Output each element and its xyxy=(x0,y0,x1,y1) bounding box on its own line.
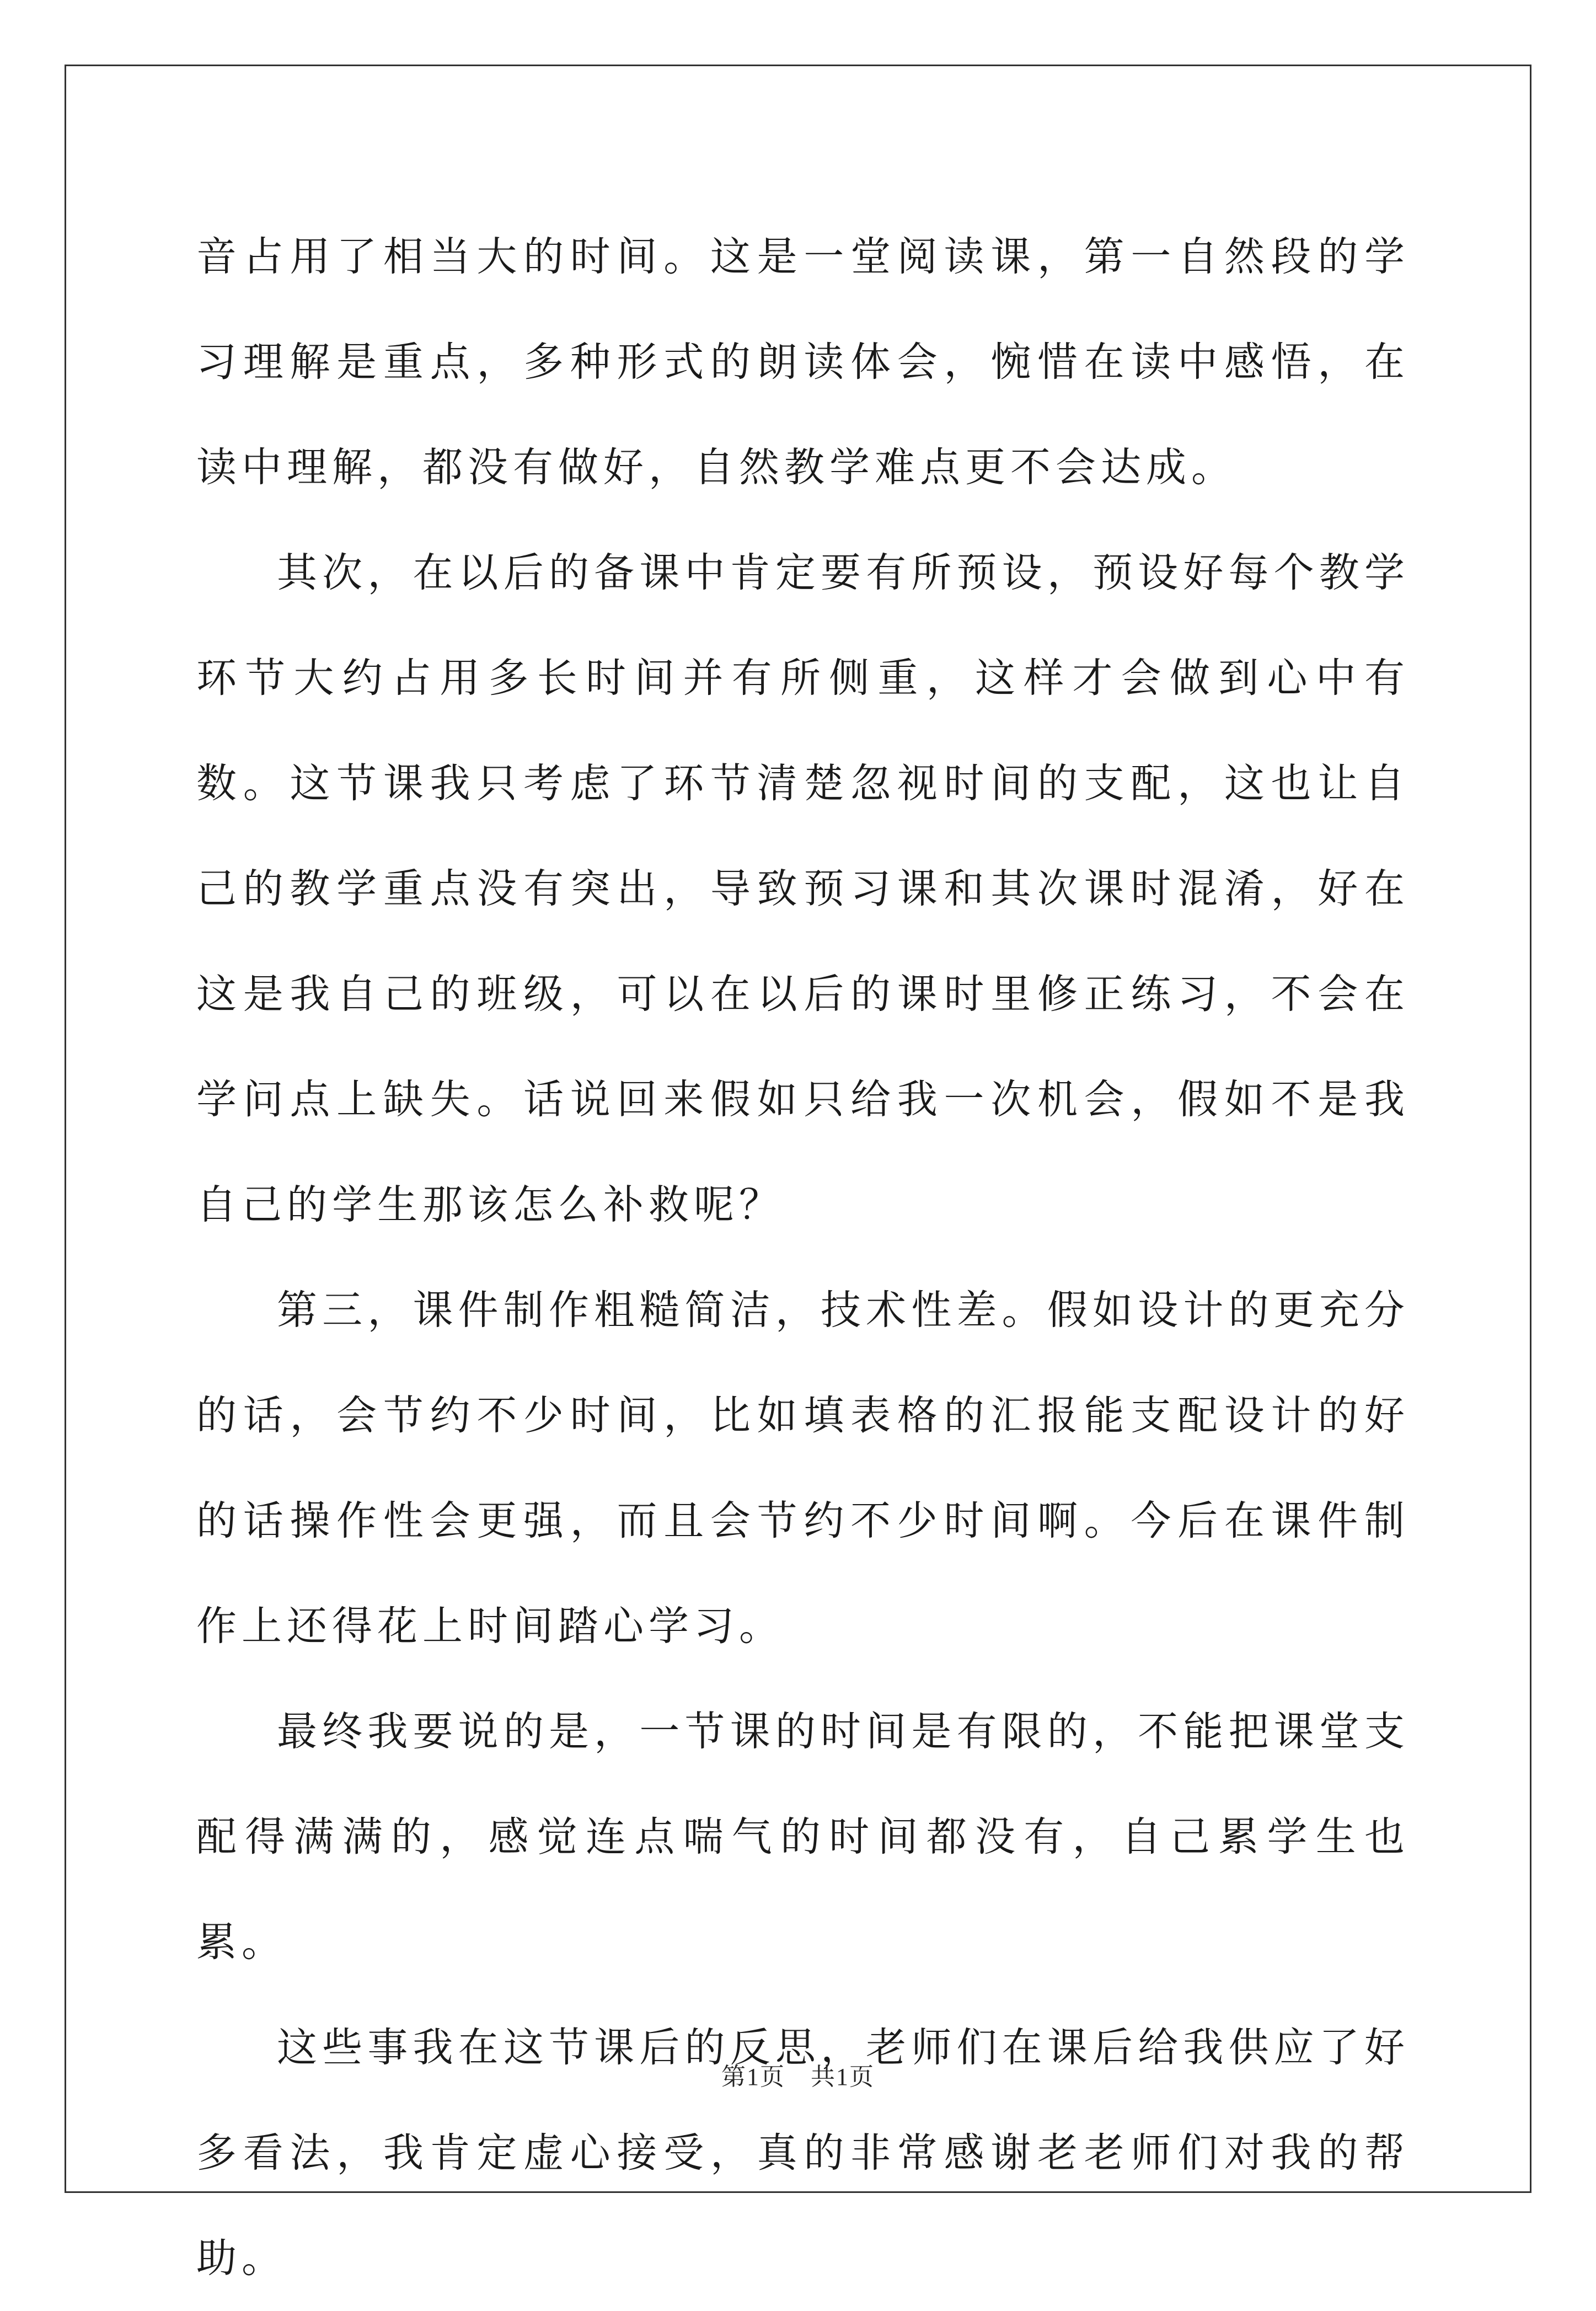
document-body xyxy=(196,204,1410,2311)
page-number-footer: 第1页 共1页 xyxy=(721,2063,875,2090)
paragraph-continuation: 音占用了相当大的时间。这是一堂阅读课，第一自然段的学习理解是重点，多种形式的朗读体会，惋惜在读中感悟，在读中理解，都没有做好，自然教学难点更不会达成。 xyxy=(196,233,1410,491)
paragraph-second: 其次，在以后的备课中肯定要有所预设，预设好每个教学环节大约占用多长时间并有所侧重，这样才会做到心中有数。这节课我只考虑了环节清楚忽视时间的支配，这也让自己的教学重点没有突出，导致预习课和其次课时混淆，好在这是我自己的班级，可以在以后的课时里修正练习，不会在学问点上缺失。话说回来假如只给我一次机会，假如不是我自己的学生那该怎么补救呢？ xyxy=(196,549,1410,1228)
paragraph-final: 最终我要说的是，一节课的时间是有限的，不能把课堂支配得满满的，感觉连点喘气的时间都没有，自己累学生也累。 xyxy=(196,1708,1410,1966)
paragraph-third: 第三，课件制作粗糙简洁，技术性差。假如设计的更充分的话，会节约不少时间，比如填表格的汇报能支配设计的好的话操作性会更强，而且会节约不少时间啊。今后在课件制作上还得花上时间踏心学习。 xyxy=(196,1287,1410,1650)
paragraph-closing: 这些事我在这节课后的反思，老师们在课后给我供应了好多看法，我肯定虚心接受，真的非常感谢老老师们对我的帮助。 xyxy=(196,2024,1410,2282)
